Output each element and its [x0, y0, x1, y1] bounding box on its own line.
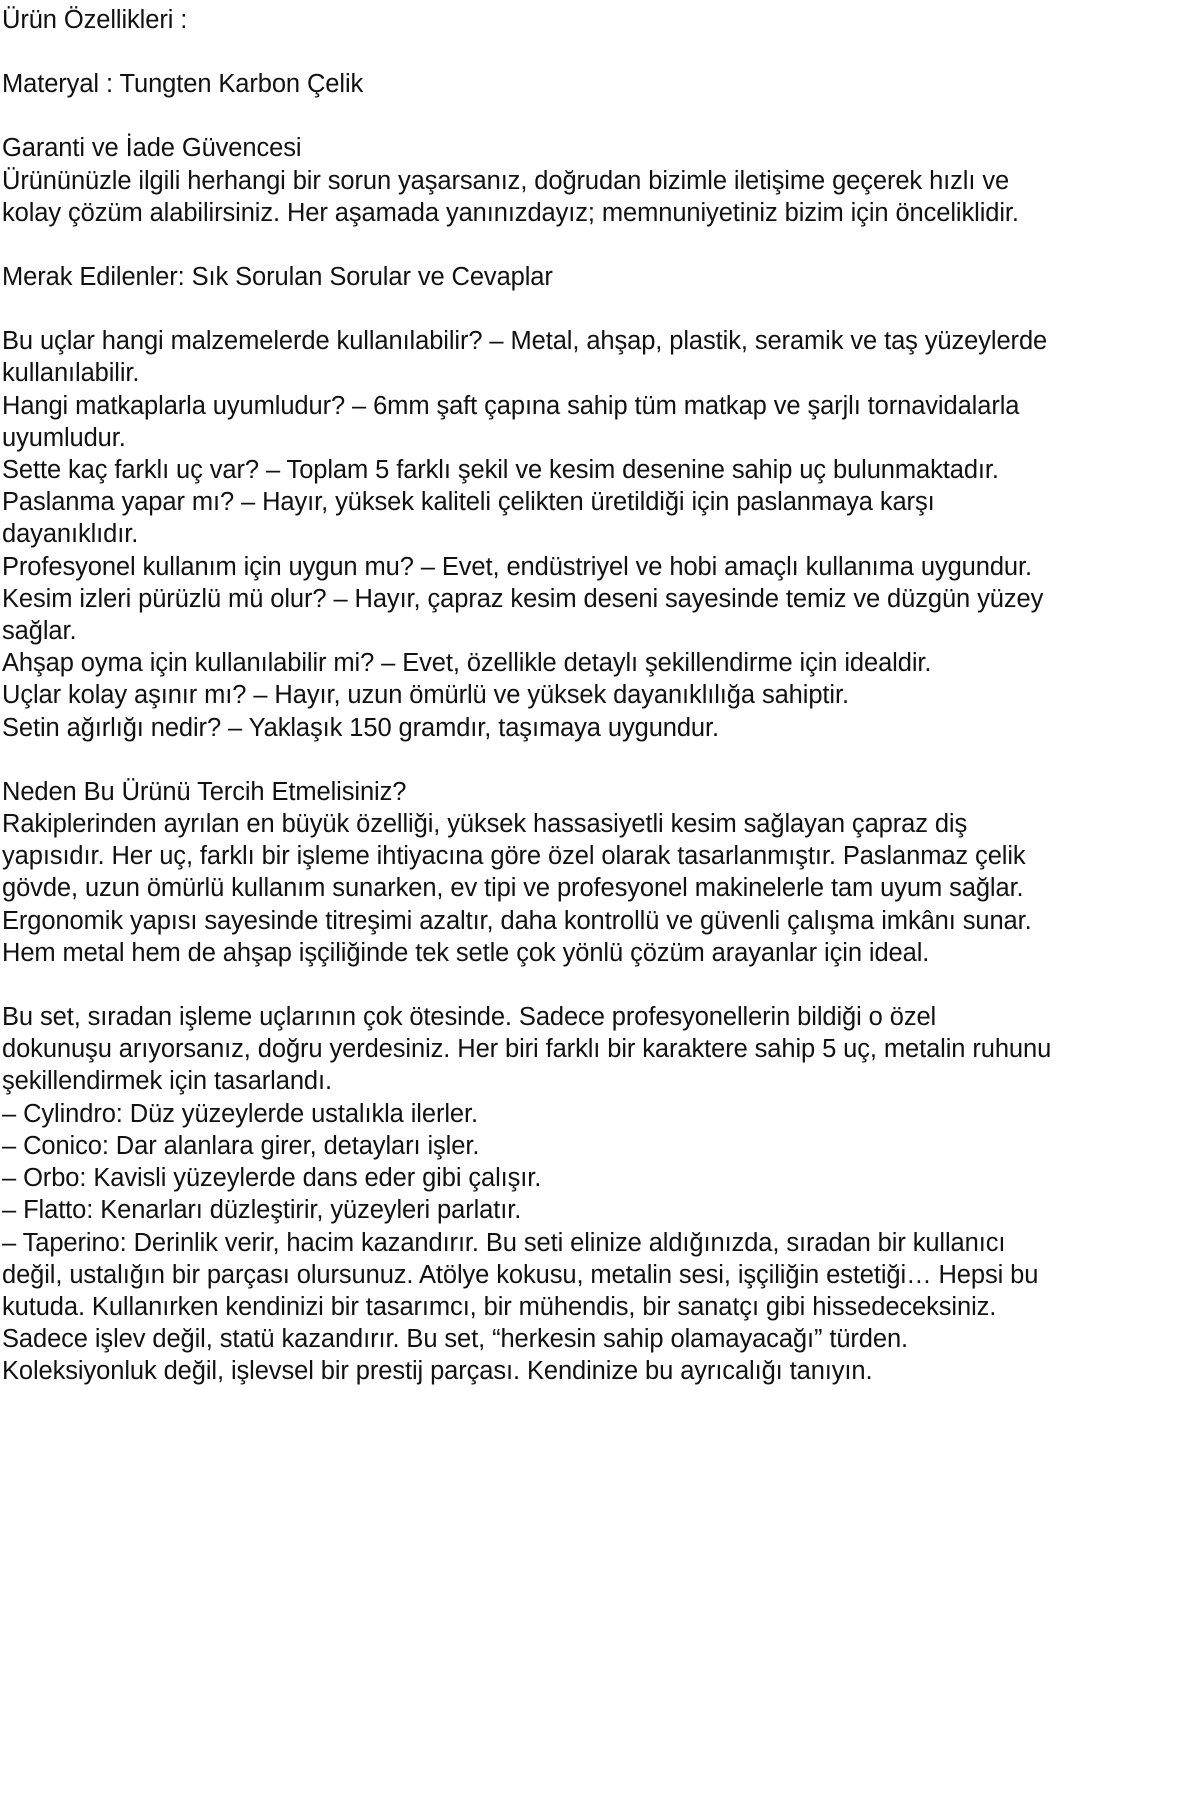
- closing-section: [2, 1001, 1052, 1387]
- why-choose-heading: Neden Bu Ürünü Tercih Etmelisiniz?: [2, 777, 407, 806]
- faq-item: Ahşap oyma için kullanılabilir mi? – Evet, özellikle detaylı şekillendirme için idealdir.: [2, 649, 932, 678]
- faq-item: Uçlar kolay aşınır mı? – Hayır, uzun ömürlü ve yüksek dayanıklılığa sahiptir.: [2, 681, 849, 710]
- closing-intro: Bu set, sıradan işleme uçlarının çok ötesinde. Sadece profesyonellerin bildiği o özel dokunuşu arıyorsanız, doğru yerdesiniz. Her biri farklı bir karaktere sahip 5 uç, metalin ruhunu şekillendirmek için tasarlandı.: [2, 1003, 1052, 1096]
- spacer-after-warranty: [2, 229, 1052, 261]
- faq-heading: Merak Edilenler: Sık Sorulan Sorular ve Cevaplar: [2, 263, 553, 292]
- why-choose-body: Rakiplerinden ayrılan en büyük özelliği, yüksek hassasiyetli kesim sağlayan çapraz diş yapısıdır. Her uç, farklı bir işleme ihtiyacına göre özel olarak tasarlanmıştır. Paslanmaz çelik gövde, uzun ömürlü kullanım sunarken, ev tipi ve profesyonel makinelerle tam uyum sağlar. Ergonomik yapısı sayesinde titreşimi azaltır, daha kontrollü ve güvenli çalışma imkânı sunar. Hem metal hem de ahşap işçiliğinde tek setle çok yönlü çözüm arayanlar için ideal.: [2, 810, 1032, 967]
- specs-heading: Ürün Özellikleri :: [2, 6, 188, 34]
- warranty-section: [2, 132, 1052, 229]
- tip-item-cylindro: – Cylindro: Düz yüzeylerde ustalıkla ilerler.: [2, 1099, 478, 1128]
- closing-final: – Taperino: Derinlik verir, hacim kazandırır. Bu seti elinize aldığınızda, sıradan bir kullanıcı değil, ustalığın bir parçası olursunuz. Atölye kokusu, metalin sesi, işçiliğin estetiği… Hepsi bu kutuda. Kullanırken kendinizi bir tasarımcı, bir mühendis, bir sanatçı gibi hissedeceksiniz. Sadece işlev değil, statü kazandırır. Bu set, “herkesin sahip olamayacağı” türden. Koleksiyonluk değil, işlevsel bir prestij parçası. Kendinize bu ayrıcalığı tanıyın.: [2, 1228, 1039, 1386]
- faq-item: Bu uçlar hangi malzemelerde kullanılabilir? – Metal, ahşap, plastik, seramik ve taş yüzeylerde kullanılabilir.: [2, 327, 1048, 388]
- warranty-body: Ürününüzle ilgili herhangi bir sorun yaşarsanız, doğrudan bizimle iletişime geçerek hızlı ve kolay çözüm alabilirsiniz. Her aşamada yanınızdayız; memnuniyetiniz bizim için önceliklidir.: [2, 166, 1019, 227]
- faq-item: Sette kaç farklı uç var? – Toplam 5 farklı şekil ve kesim desenine sahip uç bulunmaktadır.: [2, 456, 999, 485]
- warranty-heading: Garanti ve İade Güvencesi: [2, 134, 302, 163]
- spacer-after-specs-heading: [2, 36, 1052, 68]
- spacer-after-material: [2, 100, 1052, 132]
- faq-list: [2, 325, 1052, 744]
- why-choose-section: [2, 776, 1052, 969]
- tip-item-conico: – Conico: Dar alanlara girer, detayları işler.: [2, 1131, 480, 1160]
- faq-item: Hangi matkaplarla uyumludur? – 6mm şaft çapına sahip tüm matkap ve şarjlı tornavidalarla uyumludur.: [2, 391, 1020, 452]
- tip-item-orbo: – Orbo: Kavisli yüzeylerde dans eder gibi çalışır.: [2, 1164, 542, 1193]
- faq-item: Paslanma yapar mı? – Hayır, yüksek kaliteli çelikten üretildiği için paslanmaya karşı dayanıklıdır.: [2, 488, 935, 549]
- faq-item: Setin ağırlığı nedir? – Yaklaşık 150 gramdır, taşımaya uygundur.: [2, 713, 719, 742]
- faq-heading-block: [2, 261, 1052, 293]
- spacer-after-faq-heading: [2, 293, 1052, 325]
- tip-item-flatto: – Flatto: Kenarları düzleştirir, yüzeyleri parlatır.: [2, 1196, 522, 1225]
- material-block: [2, 68, 1052, 100]
- spacer-after-faq-list: [2, 744, 1052, 776]
- specs-heading-block: [2, 4, 1052, 36]
- product-description-body: [2, 4, 1052, 1388]
- spacer-after-why-choose: [2, 969, 1052, 1001]
- faq-item: Kesim izleri pürüzlü mü olur? – Hayır, çapraz kesim deseni sayesinde temiz ve düzgün yüzey sağlar.: [2, 584, 1044, 646]
- faq-item: Profesyonel kullanım için uygun mu? – Evet, endüstriyel ve hobi amaçlı kullanıma uygundur.: [2, 552, 1032, 581]
- material-line: Materyal : Tungten Karbon Çelik: [2, 70, 364, 99]
